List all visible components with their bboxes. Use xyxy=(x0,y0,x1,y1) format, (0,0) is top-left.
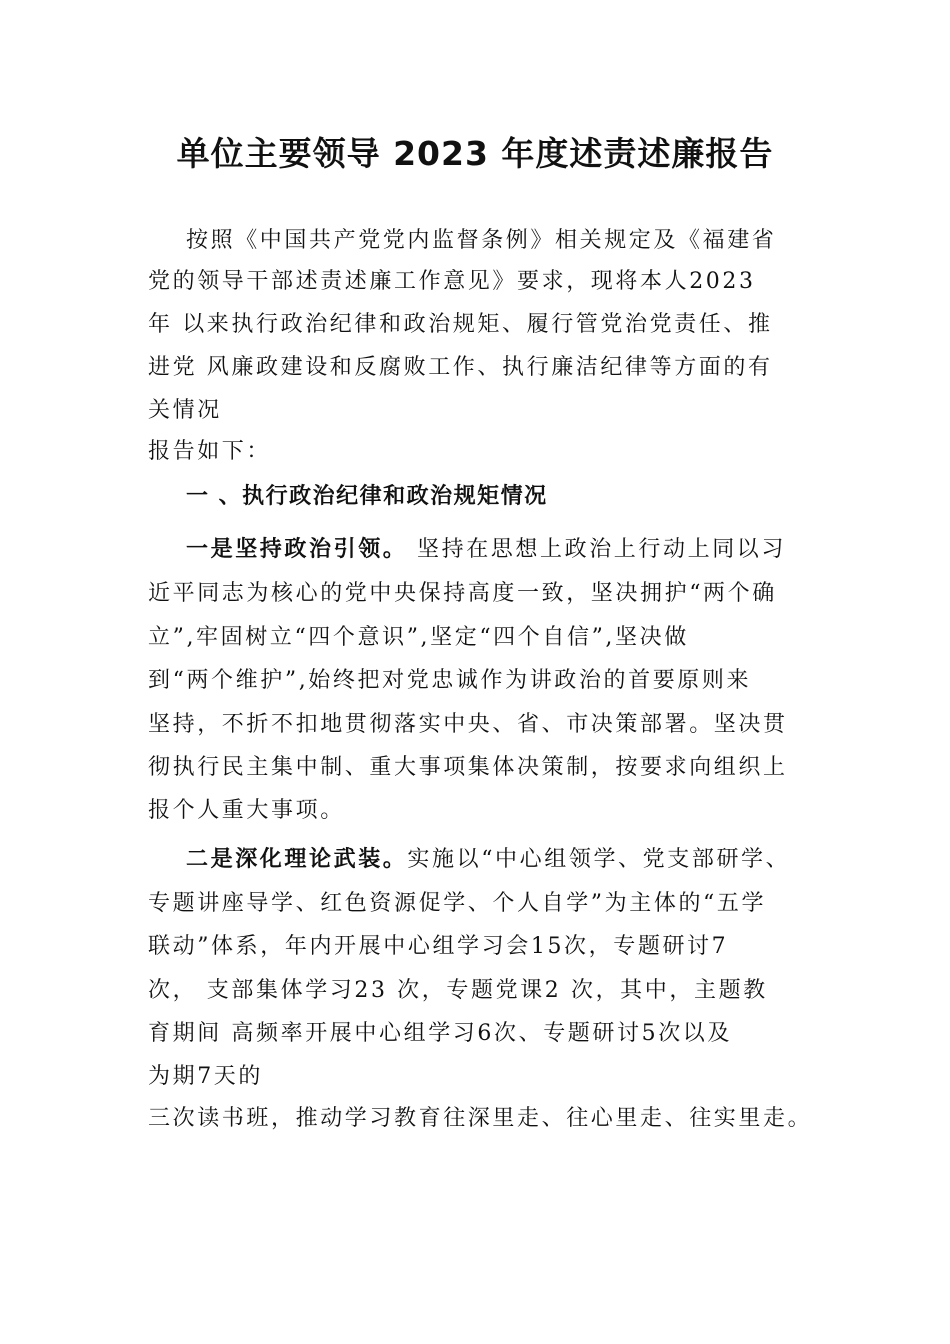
intro-line: 按照《中国共产党党内监督条例》相关规定及《福建省 xyxy=(186,228,777,253)
paragraph-line: 到“两个维护”,始终把对党忠诚作为讲政治的首要原则来 xyxy=(148,668,752,693)
intro-line: 党的领导干部述责述廉工作意见》要求，现将本人2023 xyxy=(148,269,756,294)
item-text: 实施以“中心组领学、党支部研学、 xyxy=(407,847,791,872)
paragraph-line: 三次读书班，推动学习教育往深里走、往心里走、往实里走。 xyxy=(148,1106,813,1131)
intro-line: 关情况 xyxy=(148,398,222,423)
intro-line: 进党 风廉政建设和反腐败工作、执行廉洁纪律等方面的有 xyxy=(148,355,773,380)
paragraph-line: 为期7天的 xyxy=(148,1064,263,1089)
paragraph-line: 次， 支部集体学习23 次，专题党课2 次，其中，主题教 xyxy=(148,978,768,1003)
item-text: 坚持在思想上政治上行动上同以习 xyxy=(407,537,787,562)
section-heading: 一 、执行政治纪律和政治规矩情况 xyxy=(186,484,548,509)
item-lead: 一是坚持政治引领。 xyxy=(186,537,408,562)
paragraph-line: 联动”体系，年内开展中心组学习会15次，专题研讨7 xyxy=(148,934,729,959)
paragraph-line xyxy=(186,535,786,565)
paragraph-line xyxy=(186,845,790,875)
paragraph-line: 立”,牢固树立“四个意识”,坚定“四个自信”,坚决做 xyxy=(148,625,689,650)
paragraph-line: 专题讲座导学、红色资源促学、个人自学”为主体的“五学 xyxy=(148,891,767,916)
paragraph-line: 坚持，不折不扣地贯彻落实中央、省、市决策部署。坚决贯 xyxy=(148,712,788,737)
document-title: 单位主要领导 2023 年度述责述廉报告 xyxy=(176,134,774,173)
intro-line: 年 以来执行政治纪律和政治规矩、履行管党治党责任、推 xyxy=(148,312,773,337)
item-lead: 二是深化理论武装。 xyxy=(186,847,408,872)
paragraph-line: 近平同志为核心的党中央保持高度一致，坚决拥护“两个确 xyxy=(148,581,777,606)
paragraph-line: 育期间 高频率开展中心组学习6次、专题研讨5次以及 xyxy=(148,1021,732,1046)
intro-line: 报告如下： xyxy=(148,439,272,464)
paragraph-line: 报个人重大事项。 xyxy=(148,798,345,823)
paragraph-line: 彻执行民主集中制、重大事项集体决策制，按要求向组织上 xyxy=(148,755,788,780)
